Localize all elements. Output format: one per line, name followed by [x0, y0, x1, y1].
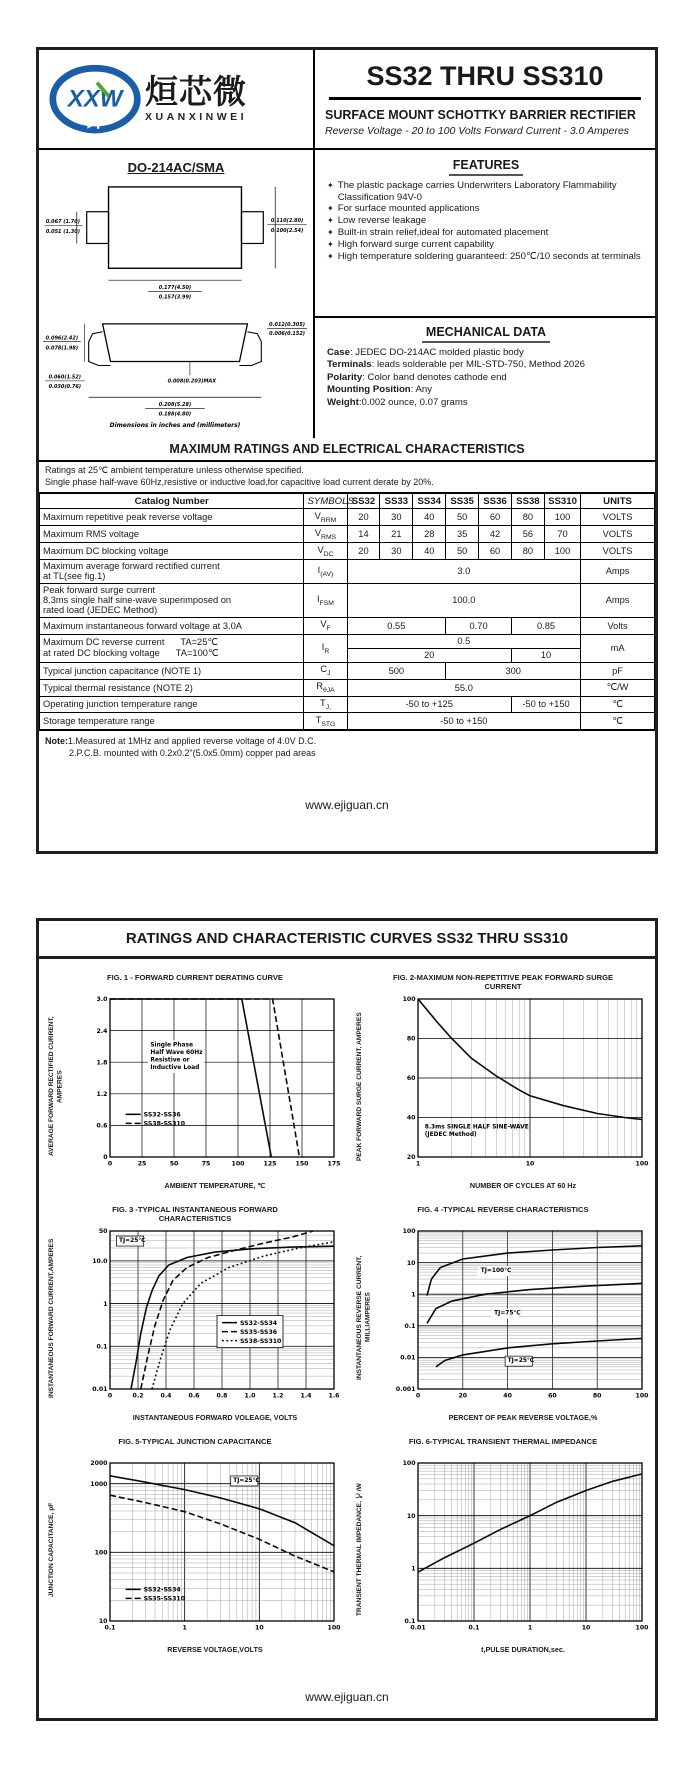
value-cell: 500: [347, 662, 446, 679]
svg-text:20: 20: [406, 1154, 416, 1162]
value-cell: 20: [347, 543, 380, 560]
row-label: Maximum DC blocking voltage: [40, 543, 304, 560]
svg-text:10: 10: [581, 1624, 591, 1632]
value-cell: 80: [511, 509, 544, 526]
symbol-cell: $I_{(AV)}$: [304, 559, 347, 583]
note-line: 2.P.C.B. mounted with 0.2x0.2"(5.0x5.0mm) copper pad areas: [69, 748, 316, 759]
row-label: Typical junction capacitance (NOTE 1): [40, 662, 304, 679]
bullet-icon: ✦: [327, 252, 334, 262]
svg-text:1: 1: [411, 1291, 416, 1299]
value-cell: 300: [446, 662, 581, 679]
value-cell: -50 to +150: [511, 696, 580, 713]
bullet-icon: ✦: [327, 228, 334, 238]
figure-4: [349, 1205, 657, 1423]
feature-text: High forward surge current capability: [337, 239, 494, 251]
svg-text:100: 100: [635, 1160, 649, 1168]
svg-text:100: 100: [635, 1392, 649, 1400]
ratings-condition-line: Single phase half-wave 60Hz,resistive or inductive load,for capacitive load current derate by 20%.: [45, 476, 434, 487]
figure-5: [41, 1437, 349, 1655]
figure-title: FIG. 4 -TYPICAL REVERSE CHARACTERISTICS: [417, 1204, 589, 1214]
unit-cell: Volts: [581, 617, 655, 634]
symbol-cell: $C_J$: [304, 662, 347, 679]
svg-text:SS38-SS310: SS38-SS310: [240, 1337, 282, 1345]
table-row: [40, 509, 655, 526]
svg-text:3.0: 3.0: [96, 996, 108, 1004]
svg-text:1.0: 1.0: [244, 1392, 256, 1400]
svg-text:0.6: 0.6: [96, 1122, 108, 1130]
table-header-row: [40, 493, 655, 509]
svg-text:1.2: 1.2: [272, 1392, 284, 1400]
fig6-chart: [380, 1455, 650, 1645]
svg-text:TJ=100℃: TJ=100℃: [480, 1267, 512, 1274]
figure-xlabel: NUMBER OF CYCLES AT 60 Hz: [469, 1181, 577, 1191]
mech-row: Case: JEDEC DO-214AC molded plastic body: [327, 347, 524, 358]
svg-text:1: 1: [411, 1565, 416, 1573]
brand-block: [39, 50, 313, 148]
logo-mark: XXW: [67, 85, 123, 113]
value-cell: 35: [446, 526, 479, 543]
device-header: SS35: [446, 493, 479, 509]
figure-title: FIG. 3 -TYPICAL INSTANTANEOUS FORWARD CHARACTERISTICS: [112, 1204, 278, 1223]
title-block: [313, 50, 655, 148]
unit-cell: ℃/W: [581, 679, 655, 696]
feature-item: [327, 251, 645, 263]
svg-text:100: 100: [402, 1459, 416, 1467]
unit-cell: mA: [581, 634, 655, 662]
svg-text:TJ=25℃: TJ=25℃: [233, 1477, 260, 1484]
dim-label: 0.067 (1.70): [45, 219, 80, 226]
value-cell: 100: [544, 509, 580, 526]
value-cell: 30: [380, 543, 413, 560]
symbol-cell: $V_{RRM}$: [304, 509, 347, 526]
unit-cell: VOLTS: [581, 543, 655, 560]
mechanical-section: [315, 318, 655, 438]
dim-label: 0.051 (1.30): [45, 229, 80, 236]
feature-item: [327, 215, 645, 227]
company-name-en: XUANXINWEI: [145, 111, 248, 124]
svg-text:8.3ms SINGLE HALF SINE-WAVE: 8.3ms SINGLE HALF SINE-WAVE: [424, 1124, 529, 1131]
svg-text:100: 100: [327, 1624, 341, 1632]
value-cell: 55.0: [347, 679, 581, 696]
mech-row: Terminals: leads solderable per MIL-STD-750, Method 2026: [327, 359, 585, 371]
svg-text:SS32-SS34: SS32-SS34: [143, 1586, 181, 1594]
diode-bar: [97, 119, 99, 129]
symbol-cell: $I_R$: [304, 634, 347, 662]
device-header: SS32: [347, 493, 380, 509]
table-row: [40, 696, 655, 713]
svg-text:0.01: 0.01: [92, 1386, 108, 1394]
row-label: Storage temperature range: [40, 713, 304, 730]
table-row: [40, 543, 655, 560]
figure-3: [41, 1205, 349, 1423]
table-row: [40, 526, 655, 543]
svg-text:TJ=25℃: TJ=25℃: [507, 1357, 535, 1364]
svg-text:0.1: 0.1: [404, 1617, 416, 1625]
svg-text:SS32-SS36: SS32-SS36: [143, 1111, 181, 1119]
row-label: Operating junction temperature range: [40, 696, 304, 713]
ratings-table: [39, 492, 655, 731]
svg-text:10: 10: [525, 1160, 535, 1168]
svg-text:40: 40: [406, 1114, 416, 1122]
svg-text:0.1: 0.1: [468, 1624, 480, 1632]
svg-text:0.1: 0.1: [104, 1624, 116, 1632]
bullet-icon: ✦: [327, 204, 334, 214]
svg-text:TJ=25℃: TJ=25℃: [118, 1238, 146, 1245]
svg-text:100: 100: [635, 1624, 649, 1632]
symbol-cell: $V_{DC}$: [304, 543, 347, 560]
dim-label: 0.110(2.80): [270, 218, 304, 225]
svg-text:0: 0: [107, 1160, 113, 1168]
figure-ylabel: PEAK FORWARD SURGE CURRENT, AMPERES: [356, 1011, 363, 1161]
features-heading: FEATURES: [327, 158, 645, 172]
part-tagline: Reverse Voltage - 20 to 100 Volts Forward Current - 3.0 Amperes: [325, 125, 630, 137]
value-cell: 0.70: [446, 617, 512, 634]
company-names: [145, 72, 248, 124]
unit-cell: ℃: [581, 713, 655, 730]
value-cell: 60: [479, 543, 512, 560]
package-name: DO-214AC/SMA: [127, 160, 225, 175]
unit-cell: Amps: [581, 559, 655, 583]
bullet-icon: ✦: [327, 181, 334, 190]
svg-text:SS35-SS310: SS35-SS310: [143, 1595, 186, 1603]
svg-text:80: 80: [592, 1392, 602, 1400]
feature-text: The plastic package carries Underwriters Laboratory Flammability Classification 94V-0: [337, 180, 617, 203]
symbol-cell: $V_F$: [304, 617, 347, 634]
svg-text:100: 100: [94, 1549, 108, 1557]
svg-text:25: 25: [137, 1160, 147, 1168]
mech-row: Weight:0.002 ounce, 0.07 grams: [327, 396, 468, 408]
catalog-header: Catalog Number: [40, 493, 304, 509]
bullet-icon: ✦: [327, 216, 334, 226]
part-subtitle: SURFACE MOUNT SCHOTTKY BARRIER RECTIFIER: [325, 108, 636, 122]
svg-text:10: 10: [98, 1617, 108, 1625]
package-drawing: [41, 177, 309, 429]
svg-text:1.4: 1.4: [300, 1392, 312, 1400]
svg-text:Inductive Load: Inductive Load: [150, 1064, 200, 1071]
datasheet-page-2: [36, 918, 658, 1721]
symbols-header: SYMBOLS: [304, 493, 347, 509]
svg-text:0.1: 0.1: [404, 1322, 416, 1330]
dim-label: 0.012(0.305): [269, 321, 306, 328]
fig5-chart: [72, 1455, 342, 1645]
header: [39, 50, 655, 150]
svg-text:1: 1: [415, 1160, 421, 1168]
svg-text:10.0: 10.0: [92, 1258, 108, 1266]
figure-xlabel: AMBIENT TEMPERATURE, ℃: [164, 1181, 266, 1190]
svg-text:10: 10: [255, 1624, 264, 1632]
svg-text:0: 0: [103, 1154, 108, 1162]
value-cell: 10: [511, 648, 580, 662]
svg-text:0.8: 0.8: [216, 1392, 228, 1400]
row-label: Maximum RMS voltage: [40, 526, 304, 543]
svg-text:1.2: 1.2: [96, 1091, 108, 1098]
mechanical-heading: MECHANICAL DATA: [327, 325, 645, 339]
figure-xlabel: INSTANTANEOUS FORWARD VOLEAGE, VOLTS: [132, 1413, 298, 1423]
package-and-features: [39, 150, 655, 438]
value-cell: 21: [380, 526, 413, 543]
figure-title: FIG. 1 - FORWARD CURRENT DERATING CURVE: [107, 973, 283, 982]
device-header: SS34: [413, 493, 446, 509]
page1-footer-url: www.ejiguan.cn: [305, 798, 389, 813]
dim-label: 0.157(3.99): [158, 294, 192, 301]
figure-title: FIG. 5-TYPICAL JUNCTION CAPACITANCE: [118, 1436, 272, 1446]
table-row: [40, 679, 655, 696]
figure-1: [41, 973, 349, 1191]
symbol-cell: $V_{RMS}$: [304, 526, 347, 543]
svg-text:Half Wave 60Hz: Half Wave 60Hz: [150, 1049, 203, 1056]
value-cell: 100.0: [347, 583, 581, 617]
figure-2: [349, 973, 657, 1191]
value-cell: 56: [511, 526, 544, 543]
device-header: SS38: [511, 493, 544, 509]
svg-text:10: 10: [406, 1259, 416, 1267]
table-row: [40, 617, 655, 634]
units-header: UNITS: [581, 493, 655, 509]
unit-cell: Amps: [581, 583, 655, 617]
value-cell: 0.55: [347, 617, 446, 634]
table-row: [40, 662, 655, 679]
svg-text:100: 100: [402, 1228, 416, 1236]
svg-text:1.8: 1.8: [96, 1059, 108, 1067]
value-cell: 0.5: [347, 634, 581, 648]
package-section: [39, 150, 313, 438]
value-cell: 60: [479, 509, 512, 526]
figure-title: FIG. 2-MAXIMUM NON-REPETITIVE PEAK FORWARD SURGE CURRENT: [392, 973, 614, 992]
value-cell: 20: [347, 648, 511, 662]
dim-label: 0.177(4.50): [158, 285, 192, 292]
fig4-chart: [380, 1223, 650, 1413]
table-row: [40, 559, 655, 583]
feature-item: [327, 180, 645, 203]
ratings-banner: MAXIMUM RATINGS AND ELECTRICAL CHARACTERISTICS: [39, 438, 655, 462]
row-label: Peak forward surge current 8.3ms single half sine-wave superimposed on rated load (JEDEC Method): [40, 583, 304, 617]
company-name-cn: 烜芯微: [145, 72, 247, 110]
value-cell: -50 to +150: [347, 713, 581, 730]
fig1-chart: [72, 991, 342, 1181]
value-cell: 20: [347, 509, 380, 526]
svg-text:40: 40: [503, 1392, 512, 1400]
table-row: [40, 634, 655, 648]
svg-text:Resistive or: Resistive or: [150, 1057, 190, 1064]
feature-text: Low reverse leakage: [337, 215, 427, 227]
part-title: SS32 THRU SS310: [329, 61, 641, 100]
figure-title: FIG. 6-TYPICAL TRANSIENT THERMAL IMPEDANCE: [408, 1436, 598, 1446]
svg-text:1000: 1000: [90, 1480, 108, 1488]
svg-text:0.2: 0.2: [132, 1392, 144, 1400]
figures-grid: [39, 959, 655, 1654]
dim-label: 0.188(4.80): [158, 411, 192, 418]
value-cell: 50: [446, 543, 479, 560]
svg-text:SS35-SS36: SS35-SS36: [240, 1328, 278, 1336]
svg-text:2000: 2000: [90, 1459, 108, 1467]
row-label: Maximum DC reverse current TA=25℃ at rated DC blocking voltage TA=100℃: [40, 634, 304, 662]
svg-text:0.4: 0.4: [160, 1392, 172, 1400]
figure-ylabel: TRANSIENT THERMAL IMPEDANCE, ℃/W: [356, 1483, 363, 1617]
figure-ylabel: INSTANTANEOUS FORWARD CURRENT,AMPERES: [48, 1238, 55, 1398]
value-cell: 28: [413, 526, 446, 543]
value-cell: 70: [544, 526, 580, 543]
svg-text:(JEDEC Method): (JEDEC Method): [424, 1132, 477, 1139]
unit-cell: ℃: [581, 696, 655, 713]
feature-text: For surface mounted applications: [337, 203, 480, 215]
value-cell: 0.85: [511, 617, 580, 634]
svg-text:80: 80: [406, 1035, 416, 1043]
row-label: Maximum average forward rectified current at TL(see fig.1): [40, 559, 304, 583]
svg-text:0.01: 0.01: [400, 1354, 416, 1362]
svg-text:50: 50: [169, 1160, 179, 1168]
svg-text:0.001: 0.001: [395, 1386, 416, 1394]
table-row: [40, 583, 655, 617]
row-label: Typical thermal resistance (NOTE 2): [40, 679, 304, 696]
figure-ylabel: AVERAGE FORWARD RECTIFIED CURRENT, AMPERES: [48, 1016, 64, 1156]
symbol-cell: $T_{J,}$: [304, 696, 347, 713]
svg-text:0.6: 0.6: [188, 1392, 200, 1400]
svg-text:2.4: 2.4: [96, 1027, 108, 1035]
svg-text:1: 1: [103, 1300, 108, 1308]
figure-ylabel: INSTANTANEOUS REVERSE CURRENT, MILLIAMPERES: [356, 1255, 372, 1381]
value-cell: 14: [347, 526, 380, 543]
right-column: [313, 150, 655, 438]
svg-text:60: 60: [406, 1075, 416, 1083]
svg-text:0: 0: [107, 1392, 113, 1400]
figure-ylabel: JUNCTION CAPACITANCE, pF: [48, 1502, 55, 1597]
unit-cell: VOLTS: [581, 526, 655, 543]
feature-item: [327, 239, 645, 251]
svg-text:125: 125: [263, 1160, 277, 1168]
svg-text:0.1: 0.1: [96, 1343, 108, 1351]
value-cell: 40: [413, 543, 446, 560]
features-section: [315, 150, 655, 318]
table-notes: Note:1.Measured at 1MHz and applied reverse voltage of 4.0V D.C. 2.P.C.B. mounted with 0.2x0.2"(5.0x5.0mm) copper pad areas: [45, 736, 317, 759]
svg-text:100: 100: [231, 1160, 245, 1168]
svg-text:TJ=75℃: TJ=75℃: [494, 1310, 521, 1317]
value-cell: -50 to +125: [347, 696, 511, 713]
bullet-icon: ✦: [327, 240, 334, 250]
symbol-cell: $T_{STG}$: [304, 713, 347, 730]
row-label: Maximum repetitive peak reverse voltage: [40, 509, 304, 526]
ratings-condition-line: Ratings at 25℃ ambient temperature unless otherwise specified.: [45, 465, 304, 475]
feature-text: High temperature soldering guaranteed: 250℃/10 seconds at terminals: [337, 251, 641, 263]
unit-cell: VOLTS: [581, 509, 655, 526]
dim-label: 0.078(1.98): [45, 345, 79, 352]
dim-label: 0.008(0.203)MAX: [167, 378, 217, 385]
svg-text:Single Phase: Single Phase: [150, 1042, 194, 1049]
value-cell: 50: [446, 509, 479, 526]
value-cell: 40: [413, 509, 446, 526]
svg-text:150: 150: [295, 1160, 309, 1168]
value-cell: 42: [479, 526, 512, 543]
dim-label: 0.006(0.152): [269, 331, 306, 338]
svg-text:0.01: 0.01: [410, 1624, 426, 1632]
device-header: SS310: [544, 493, 580, 509]
symbol-cell: $I_{FSM}$: [304, 583, 347, 617]
feature-text: Built-in strain relief,ideal for automated placement: [337, 227, 549, 239]
svg-text:1.6: 1.6: [328, 1392, 340, 1400]
value-cell: 30: [380, 509, 413, 526]
curves-banner: RATINGS AND CHARACTERISTIC CURVES SS32 THRU SS310: [39, 921, 655, 959]
dim-label: 0.060(1.52): [48, 374, 82, 381]
svg-text:1: 1: [182, 1624, 187, 1632]
unit-cell: pF: [581, 662, 655, 679]
features-list: [327, 180, 645, 263]
mech-row: Mounting Position: Any: [327, 384, 433, 396]
svg-text:75: 75: [201, 1160, 211, 1168]
fig2-chart: [380, 991, 650, 1181]
svg-text:1: 1: [527, 1624, 533, 1632]
feature-item: [327, 203, 645, 215]
figure-xlabel: t,PULSE DURATION,sec.: [481, 1644, 565, 1654]
svg-text:20: 20: [458, 1392, 468, 1400]
package-caption: Dimensions in inches and (millimeters): [109, 422, 241, 429]
figure-6: [349, 1437, 657, 1655]
feature-item: [327, 227, 645, 239]
dim-label: 0.030(0.76): [48, 383, 82, 390]
dim-label: 0.208(5.28): [158, 402, 192, 409]
svg-text:SS38-SS310: SS38-SS310: [143, 1120, 186, 1128]
note-line: 1.Measured at 1MHz and applied reverse voltage of 4.0V D.C.: [68, 736, 317, 747]
dim-label: 0.096(2.42): [45, 335, 79, 342]
mech-row: Polarity: Color band denotes cathode end: [327, 371, 507, 383]
value-cell: 3.0: [347, 559, 581, 583]
value-cell: 80: [511, 543, 544, 560]
page2-footer-url: www.ejiguan.cn: [305, 1690, 389, 1704]
figure-xlabel: PERCENT OF PEAK REVERSE VOLTAGE,%: [448, 1412, 598, 1422]
fig3-chart: [72, 1223, 342, 1413]
svg-text:0: 0: [415, 1392, 421, 1400]
company-logo-icon: [49, 63, 145, 135]
svg-text:50: 50: [98, 1228, 108, 1236]
device-header: SS36: [479, 493, 512, 509]
svg-text:10: 10: [406, 1512, 416, 1520]
dim-label: 0.100(2.54): [270, 228, 304, 235]
symbol-cell: $R_{\theta JA}$: [304, 679, 347, 696]
figure-xlabel: REVERSE VOLTAGE,VOLTS: [167, 1644, 263, 1654]
device-header: SS33: [380, 493, 413, 509]
svg-text:SS32-SS34: SS32-SS34: [240, 1319, 278, 1327]
datasheet-page-1: [36, 47, 658, 854]
ratings-conditions: [39, 462, 655, 492]
svg-text:100: 100: [402, 996, 416, 1004]
svg-text:60: 60: [548, 1392, 557, 1400]
value-cell: 100: [544, 543, 580, 560]
svg-text:175: 175: [327, 1160, 341, 1168]
table-row: [40, 713, 655, 730]
row-label: Maximum instantaneous forward voltage at 3.0A: [40, 617, 304, 634]
